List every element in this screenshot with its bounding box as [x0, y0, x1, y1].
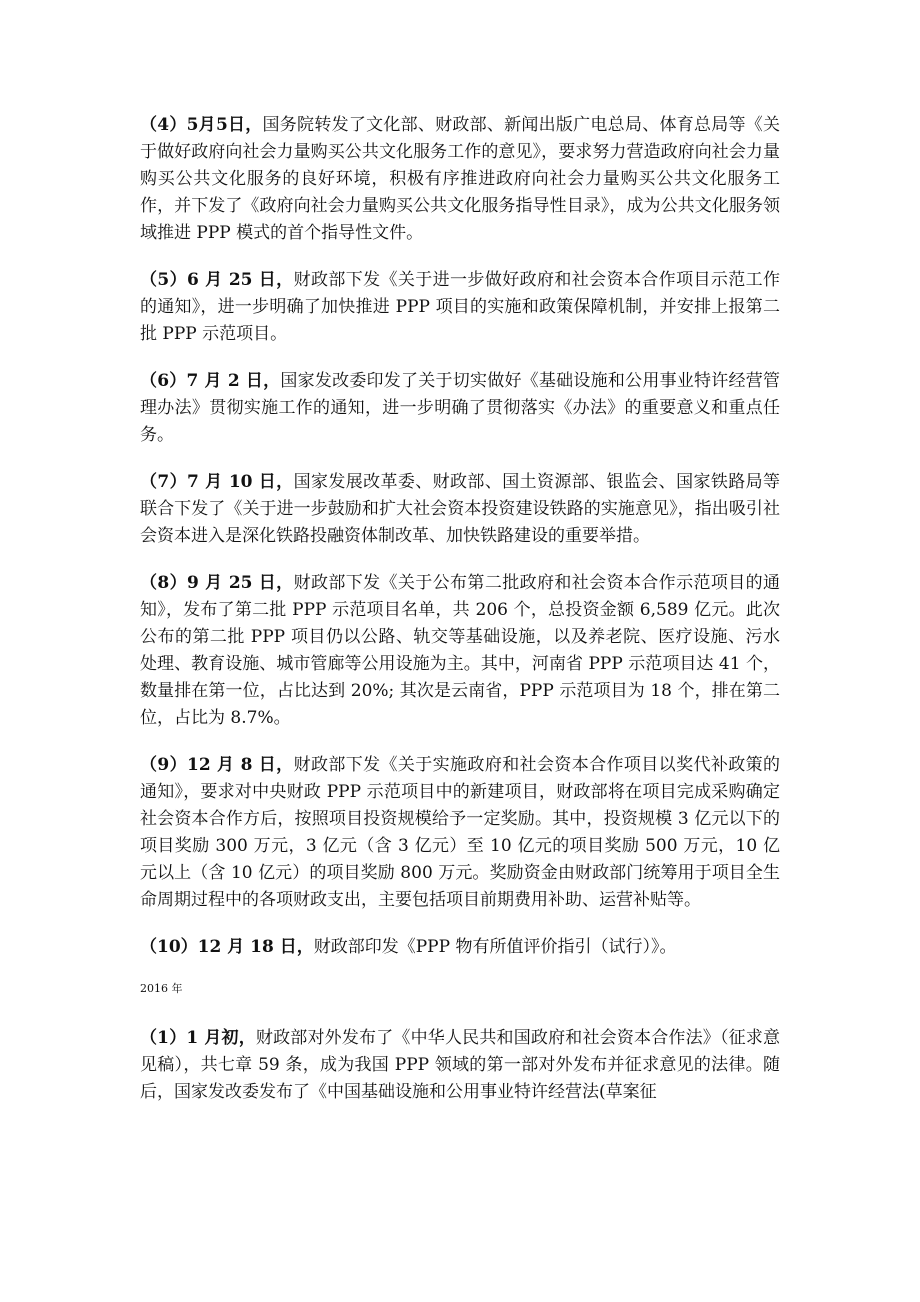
item-body: 财政部下发《关于公布第二批政府和社会资本合作示范项目的通知》，发布了第二批 PPP 示范项目名单，共 206 个，总投资金额 6,589 亿元。此次公布的第二批 PPP 项目仍以公路、轨交等基础设施，以及养老院、医疗设施、污水处理、教育设施、城市管廊等公用设施为主。其中，河南省 PPP 示范项目达 41 个，数量排在第一位，占比达到 20%; 其次是云南省，PPP 示范项目为 18 个，排在第二位，占比为 8.7%。	[140, 573, 781, 728]
year-heading: 2016 年	[140, 982, 183, 995]
item-date-lead: （10）12 月 18 日，	[140, 937, 314, 957]
item-body: 国家发展改革委、财政部、国土资源部、银监会、国家铁路局等联合下发了《关于进一步鼓励和扩大社会资本投资建设铁路的实施意见》，指出吸引社会资本进入是深化铁路投融资体制改革、加快铁路建设的重要举措。	[140, 472, 781, 546]
list-item	[140, 368, 780, 449]
item-date-lead: （6）7 月 2 日，	[140, 371, 281, 391]
item-date-lead: （7）7 月 10 日，	[140, 472, 294, 492]
item-date-lead: （8）9 月 25 日，	[140, 573, 294, 593]
list-item	[140, 267, 780, 348]
list-item	[140, 570, 780, 732]
item-date-lead: （4）5月5日，	[140, 115, 263, 135]
item-body: 财政部下发《关于进一步做好政府和社会资本合作项目示范工作的通知》，进一步明确了加快推进 PPP 项目的实施和政策保障机制，并安排上报第二批 PPP 示范项目。	[140, 270, 781, 344]
item-date-lead: （9）12 月 8 日，	[140, 755, 294, 775]
list-item	[140, 934, 780, 961]
item-body: 国务院转发了文化部、财政部、新闻出版广电总局、体育总局等《关于做好政府向社会力量购买公共文化服务工作的意见》，要求努力营造政府向社会力量购买公共文化服务的良好环境，积极有序推进政府向社会力量购买公共文化服务工作，并下发了《政府向社会力量购买公共文化服务指导性目录》，成为公共文化服务领域推进 PPP 模式的首个指导性文件。	[140, 115, 780, 243]
item-body: 财政部对外发布了《中华人民共和国政府和社会资本合作法》（征求意见稿），共七章 59 条，成为我国 PPP 领域的第一部对外发布并征求意见的法律。随后，国家发改委发布了《中国基础设施和公用事业特许经营法(草案征	[140, 1028, 781, 1102]
item-body: 财政部印发《PPP 物有所值评价指引（试行）》。	[313, 937, 677, 957]
item-date-lead: （5）6 月 25 日，	[140, 270, 294, 290]
item-date-lead: （1）1 月初，	[140, 1028, 256, 1048]
list-item	[140, 469, 780, 550]
list-item	[140, 1025, 780, 1106]
list-item	[140, 112, 780, 247]
item-body: 财政部下发《关于实施政府和社会资本合作项目以奖代补政策的通知》，要求对中央财政 PPP 示范项目中的新建项目，财政部将在项目完成采购确定社会资本合作方后，按照项目投资规模给予一定奖励。其中，投资规模 3 亿元以下的项目奖励 300 万元，3 亿元（含 3 亿元）至 10 亿元的项目奖励 500 万元，10 亿元以上（含 10 亿元）的项目奖励 800 万元。奖励资金由财政部门统筹用于项目全生命周期过程中的各项财政支出，主要包括项目前期费用补助、运营补贴等。	[140, 755, 781, 910]
list-item	[140, 752, 780, 914]
item-body: 国家发改委印发了关于切实做好《基础设施和公用事业特许经营管理办法》贯彻实施工作的通知，进一步明确了贯彻落实《办法》的重要意义和重点任务。	[140, 371, 780, 445]
document-page	[140, 112, 780, 1126]
